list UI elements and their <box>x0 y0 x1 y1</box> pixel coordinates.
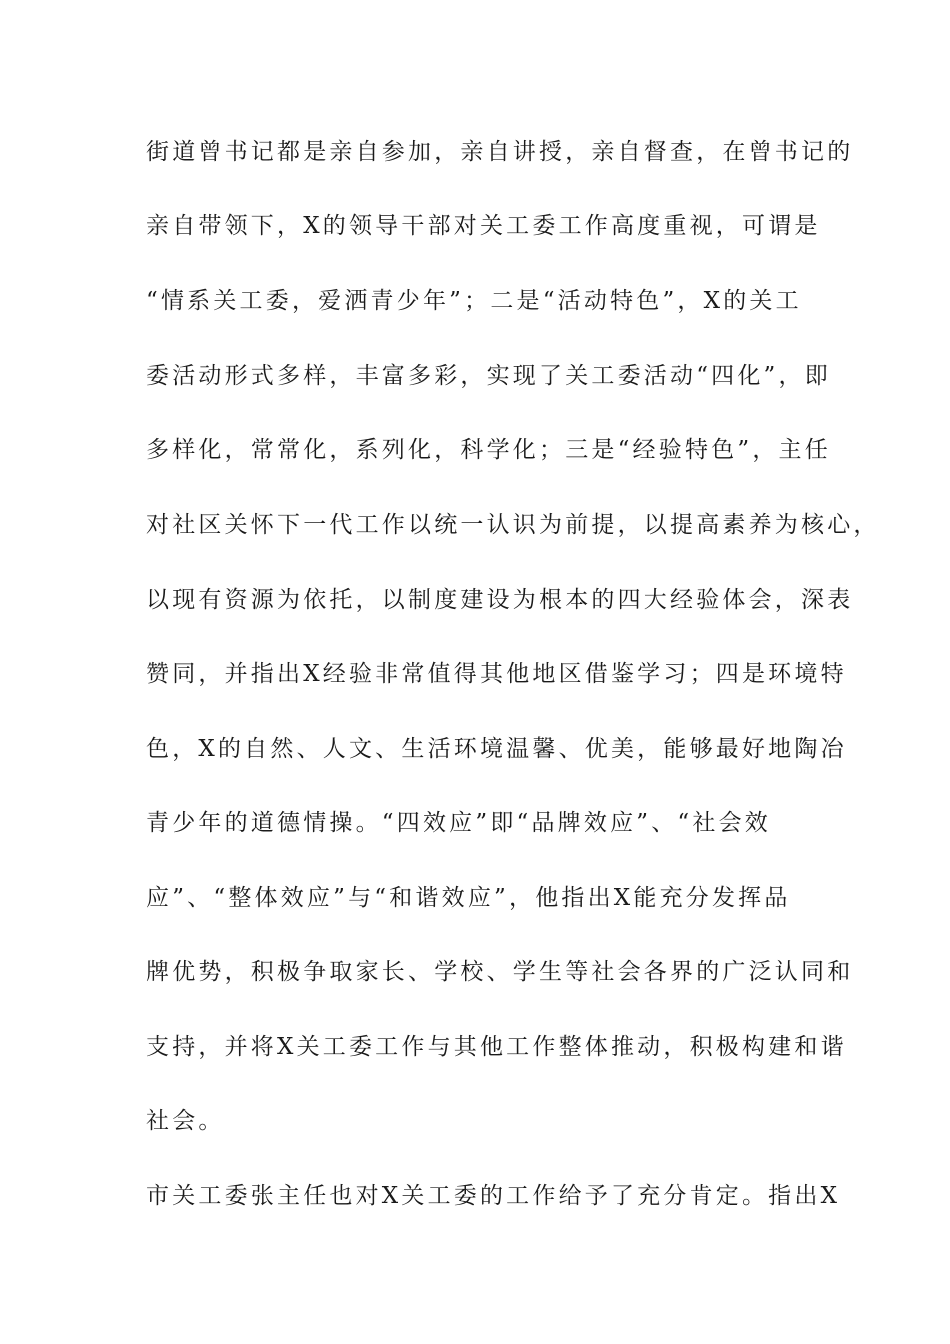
text-line: 支持，并将X关工委工作与其他工作整体推动，积极构建和谐 <box>146 1034 847 1060</box>
text-line: 市关工委张主任也对X关工委的工作给予了充分肯定。指出X <box>146 1183 841 1209</box>
text-line: 对社区关怀下一代工作以统一认识为前提，以提高素养为核心， <box>146 512 880 538</box>
text-line: 委活动形式多样，丰富多彩，实现了关工委活动“四化”，即 <box>146 363 831 389</box>
text-line: 多样化，常常化，系列化，科学化；三是“经验特色”，主任 <box>146 437 831 463</box>
text-line: “情系关工委，爱洒青少年”；二是“活动特色”，X的关工 <box>146 288 802 314</box>
text-line: 牌优势，积极争取家长、学校、学生等社会各界的广泛认同和 <box>146 959 854 985</box>
text-line: 赞同，并指出X经验非常值得其他地区借鉴学习；四是环境特 <box>146 661 847 687</box>
text-line: 社会。 <box>146 1108 225 1134</box>
text-line: 色，X的自然、人文、生活环境温馨、优美，能够最好地陶冶 <box>146 736 847 762</box>
text-line: 应”、“整体效应”与“和谐效应”，他指出X能充分发挥品 <box>146 885 791 911</box>
text-line: 青少年的道德情操。“四效应”即“品牌效应”、“社会效 <box>146 810 771 836</box>
text-line: 以现有资源为依托，以制度建设为根本的四大经验体会，深表 <box>146 587 854 613</box>
text-line: 街道曾书记都是亲自参加，亲自讲授，亲自督查，在曾书记的 <box>146 139 854 165</box>
text-line: 亲自带领下，X的领导干部对关工委工作高度重视，可谓是 <box>146 213 821 239</box>
